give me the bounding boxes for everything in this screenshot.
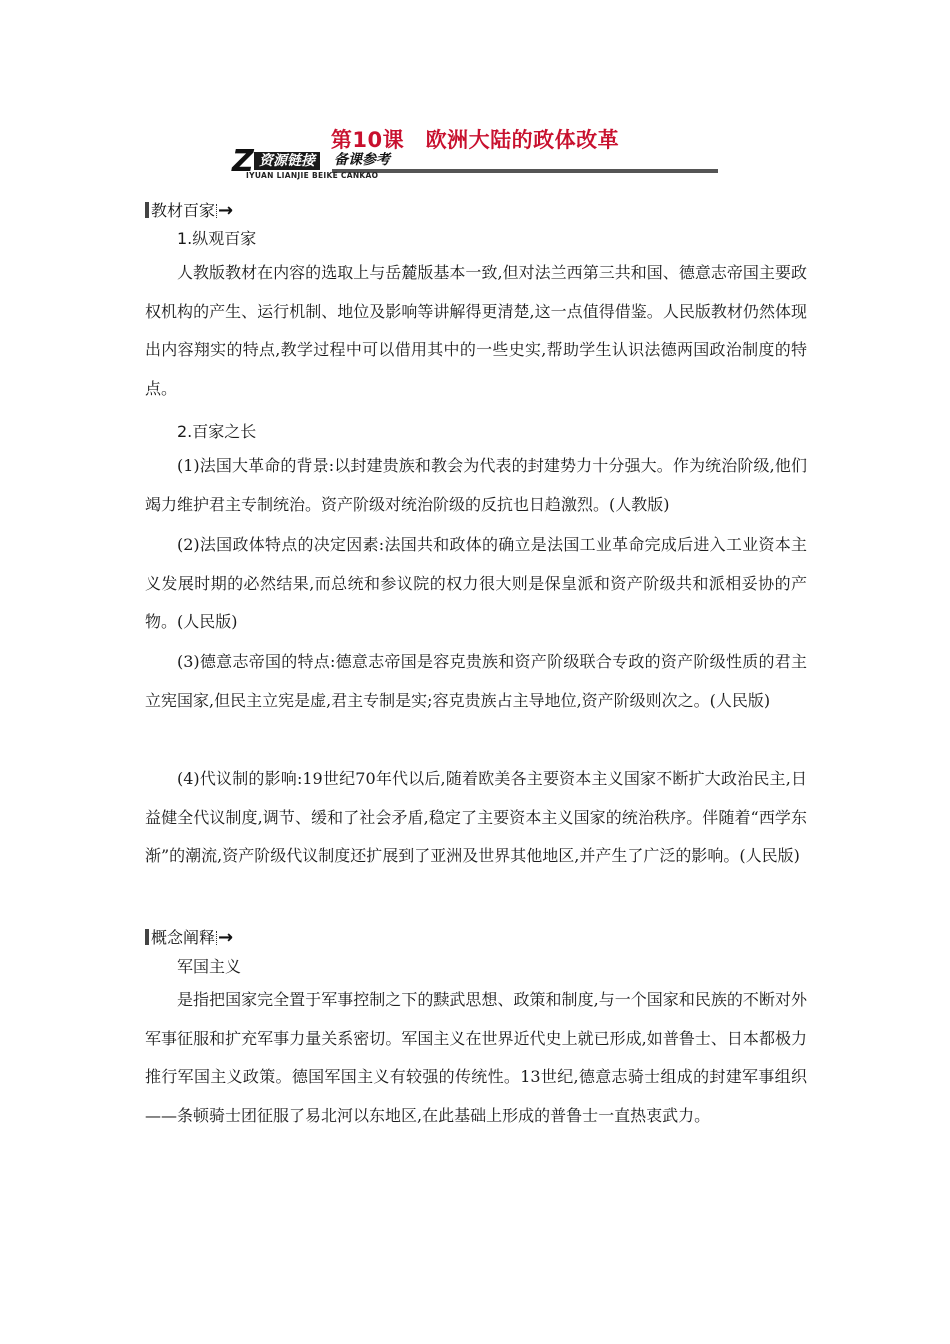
section-heading-text: 教材百家 [151, 201, 216, 220]
list-item: (4)代议制的影响:19世纪70年代以后,随着欧美各主要资本主义国家不断扩大政治民主,日益健全代议制度,调节、缓和了社会矛盾,稳定了主要资本主义国家的统治秩序。伴随着“西学东渐”的潮流,资产阶级代议制度还扩展到了亚洲及世界其他地区,并产生了广泛的影响。(人民版) [145, 769, 807, 865]
divider [216, 204, 217, 218]
banner-logo-letter: Z [232, 144, 254, 179]
list-item: (1)法国大革命的背景:以封建贵族和教会为代表的封建势力十分强大。作为统治阶级,他们竭力维护君主专制统治。资产阶级对统治阶级的反抗也日趋激烈。(人教版) [145, 456, 807, 514]
item-title-strengths: 2.百家之长 [177, 422, 257, 441]
banner-label-main: 资源链接 [254, 152, 320, 170]
section-heading-concepts [145, 927, 233, 949]
paragraph-overview: 人教版教材在内容的选取上与岳麓版基本一致,但对法兰西第三共和国、德意志帝国主要政权机构的产生、运行机制、地位及影响等讲解得更清楚,这一点值得借鉴。人民版教材仍然体现出内容翔实的特点,教学过程中可以借用其中的一些史实,帮助学生认识法德两国政治制度的特点。 [145, 263, 807, 398]
banner-rule [332, 169, 718, 173]
concept-definition: 是指把国家完全置于军事控制之下的黩武思想、政策和制度,与一个国家和民族的不断对外军事征服和扩充军事力量关系密切。军国主义在世界近代史上就已形成,如普鲁士、日本都极力推行军国主义政策。德国军国主义有较强的传统性。13世纪,德意志骑士组成的封建军事组织——条顿骑士团征服了易北河以东地区,在此基础上形成的普鲁士一直热衷武力。 [145, 990, 807, 1125]
banner-pinyin: IYUAN LIANJIE BEIKE CANKAO [246, 171, 379, 180]
arrow-right-icon: → [218, 200, 234, 221]
divider [216, 931, 217, 945]
item-title-overview: 1.纵观百家 [177, 229, 257, 248]
page-title: 第10课 欧洲大陆的政体改革 [330, 128, 620, 152]
concept-term: 军国主义 [177, 957, 242, 976]
list-item: (3)德意志帝国的特点:德意志帝国是容克贵族和资产阶级联合专政的资产阶级性质的君主立宪国家,但民主立宪是虚,君主专制是实;容克贵族占主导地位,资产阶级则次之。(人民版) [145, 652, 807, 710]
section-heading-text: 概念阐释 [151, 928, 216, 947]
banner-label-sub: 备课参考 [334, 152, 390, 168]
list-item: (2)法国政体特点的决定因素:法国共和政体的确立是法国工业革命完成后进入工业资本主义发展时期的必然结果,而总统和参议院的权力很大则是保皇派和资产阶级共和派相妥协的产物。(人民版) [145, 535, 807, 631]
resource-banner [232, 144, 718, 181]
section-heading-textbooks [145, 200, 233, 222]
arrow-right-icon: → [218, 927, 234, 948]
heading-bar-icon [145, 929, 149, 945]
heading-bar-icon [145, 202, 149, 218]
